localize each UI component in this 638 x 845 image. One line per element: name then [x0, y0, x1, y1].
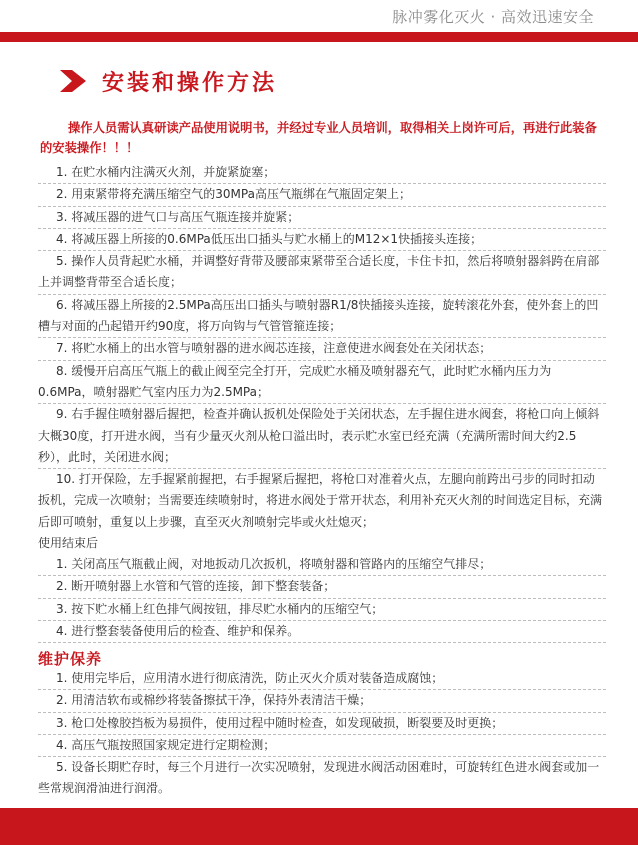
safety-notice: 操作人员需认真研读产品使用说明书，并经过专业人员培训，取得相关上岗许可后，再进行此装备的安装操作！！！	[40, 121, 597, 155]
install-steps-list	[38, 162, 606, 643]
maintenance-step: 5. 设备长期贮存时，每三个月进行一次实况喷射，发现进水阀活动困难时，可旋转红色进水阀套或加一些常规润滑油进行润滑。	[38, 760, 600, 796]
maintenance-step: 1. 使用完毕后，应用清水进行彻底清洗，防止灭火介质对装备造成腐蚀；	[38, 668, 606, 690]
maintenance-step: 2. 用清洁软布或棉纱将装备擦拭干净，保持外表清洁干燥；	[38, 690, 606, 712]
install-step: 5. 操作人员背起贮水桶，并调整好背带及腰部束紧带至合适长度，卡住卡扣，然后将喷射器斜跨在肩部上并调整背带至合适长度；	[38, 251, 606, 295]
after-use-step: 1. 关闭高压气瓶截止阀，对地扳动几次扳机，将喷射器和管路内的压缩空气排尽；	[38, 554, 606, 576]
install-step: 2. 用束紧带将充满压缩空气的30MPa高压气瓶绑在气瓶固定架上；	[38, 184, 606, 206]
maintenance-title: 维护保养	[38, 650, 103, 668]
install-step: 10. 打开保险，左手握紧前握把，右手握紧后握把，将枪口对准着火点，左腿向前跨出弓步的同时扣动扳机，完成一次喷射；当需要连续喷射时，将进水阀处于常开状态，利用补充灭火剂的时间选定目标，充满后即可喷射，重复以上步骤，直至灭火剂喷射完毕或火灶熄灭；	[38, 472, 603, 529]
install-step: 8. 缓慢开启高压气瓶上的截止阀至完全打开，完成贮水桶及喷射器充气，此时贮水桶内压力为0.6MPa，喷射器贮气室内压力为2.5MPa；	[38, 361, 606, 405]
after-use-step: 2. 断开喷射器上水管和气管的连接，卸下整套装备；	[38, 576, 606, 598]
footer-red-band	[0, 808, 638, 845]
install-step: 3. 将减压器的进气口与高压气瓶连接并旋紧；	[38, 207, 606, 229]
header-bar	[0, 0, 638, 42]
maintenance-steps-list	[38, 668, 606, 800]
maintenance-step: 3. 枪口处橡胶挡板为易损件，使用过程中随时检查，如发现破损，断裂要及时更换；	[38, 713, 606, 735]
header-red-stripe	[0, 32, 638, 42]
page-title: 安装和操作方法	[102, 71, 278, 96]
install-step: 7. 将贮水桶上的出水管与喷射器的进水阀芯连接，注意使进水阀套处在关闭状态；	[38, 338, 606, 360]
install-step: 9. 右手握住喷射器后握把，检查并确认扳机处保险处于关闭状态，左手握住进水阀套，将枪口向上倾斜大概30度，打开进水阀，当有少量灭火剂从枪口溢出时，表示贮水室已经充满（充满所需时间大约2.5秒），此时，关闭进水阀；	[38, 404, 606, 469]
after-use-step: 3. 按下贮水桶上红色排气阀按钮，排尽贮水桶内的压缩空气；	[38, 599, 606, 621]
install-step: 1. 在贮水桶内注满灭火剂，并旋紧旋塞；	[38, 162, 606, 184]
after-use-label: 使用结束后	[38, 536, 99, 551]
maintenance-step: 4. 高压气瓶按照国家规定进行定期检测；	[38, 735, 606, 757]
header-slogan: 脉冲雾化灭火 · 高效迅速安全	[392, 8, 594, 26]
after-use-step: 4. 进行整套装备使用后的检查、维护和保养。	[38, 621, 606, 643]
install-step: 4. 将减压器上所接的0.6MPa低压出口插头与贮水桶上的M12×1快插接头连接；	[38, 229, 606, 251]
install-step: 6. 将减压器上所接的2.5MPa高压出口插头与喷射器R1/8快插接头连接，旋转滚花外套，使外套上的凹槽与对面的凸起错开约90度，将万向钩与气管管箍连接；	[38, 295, 606, 339]
arrow-icon	[58, 68, 90, 94]
